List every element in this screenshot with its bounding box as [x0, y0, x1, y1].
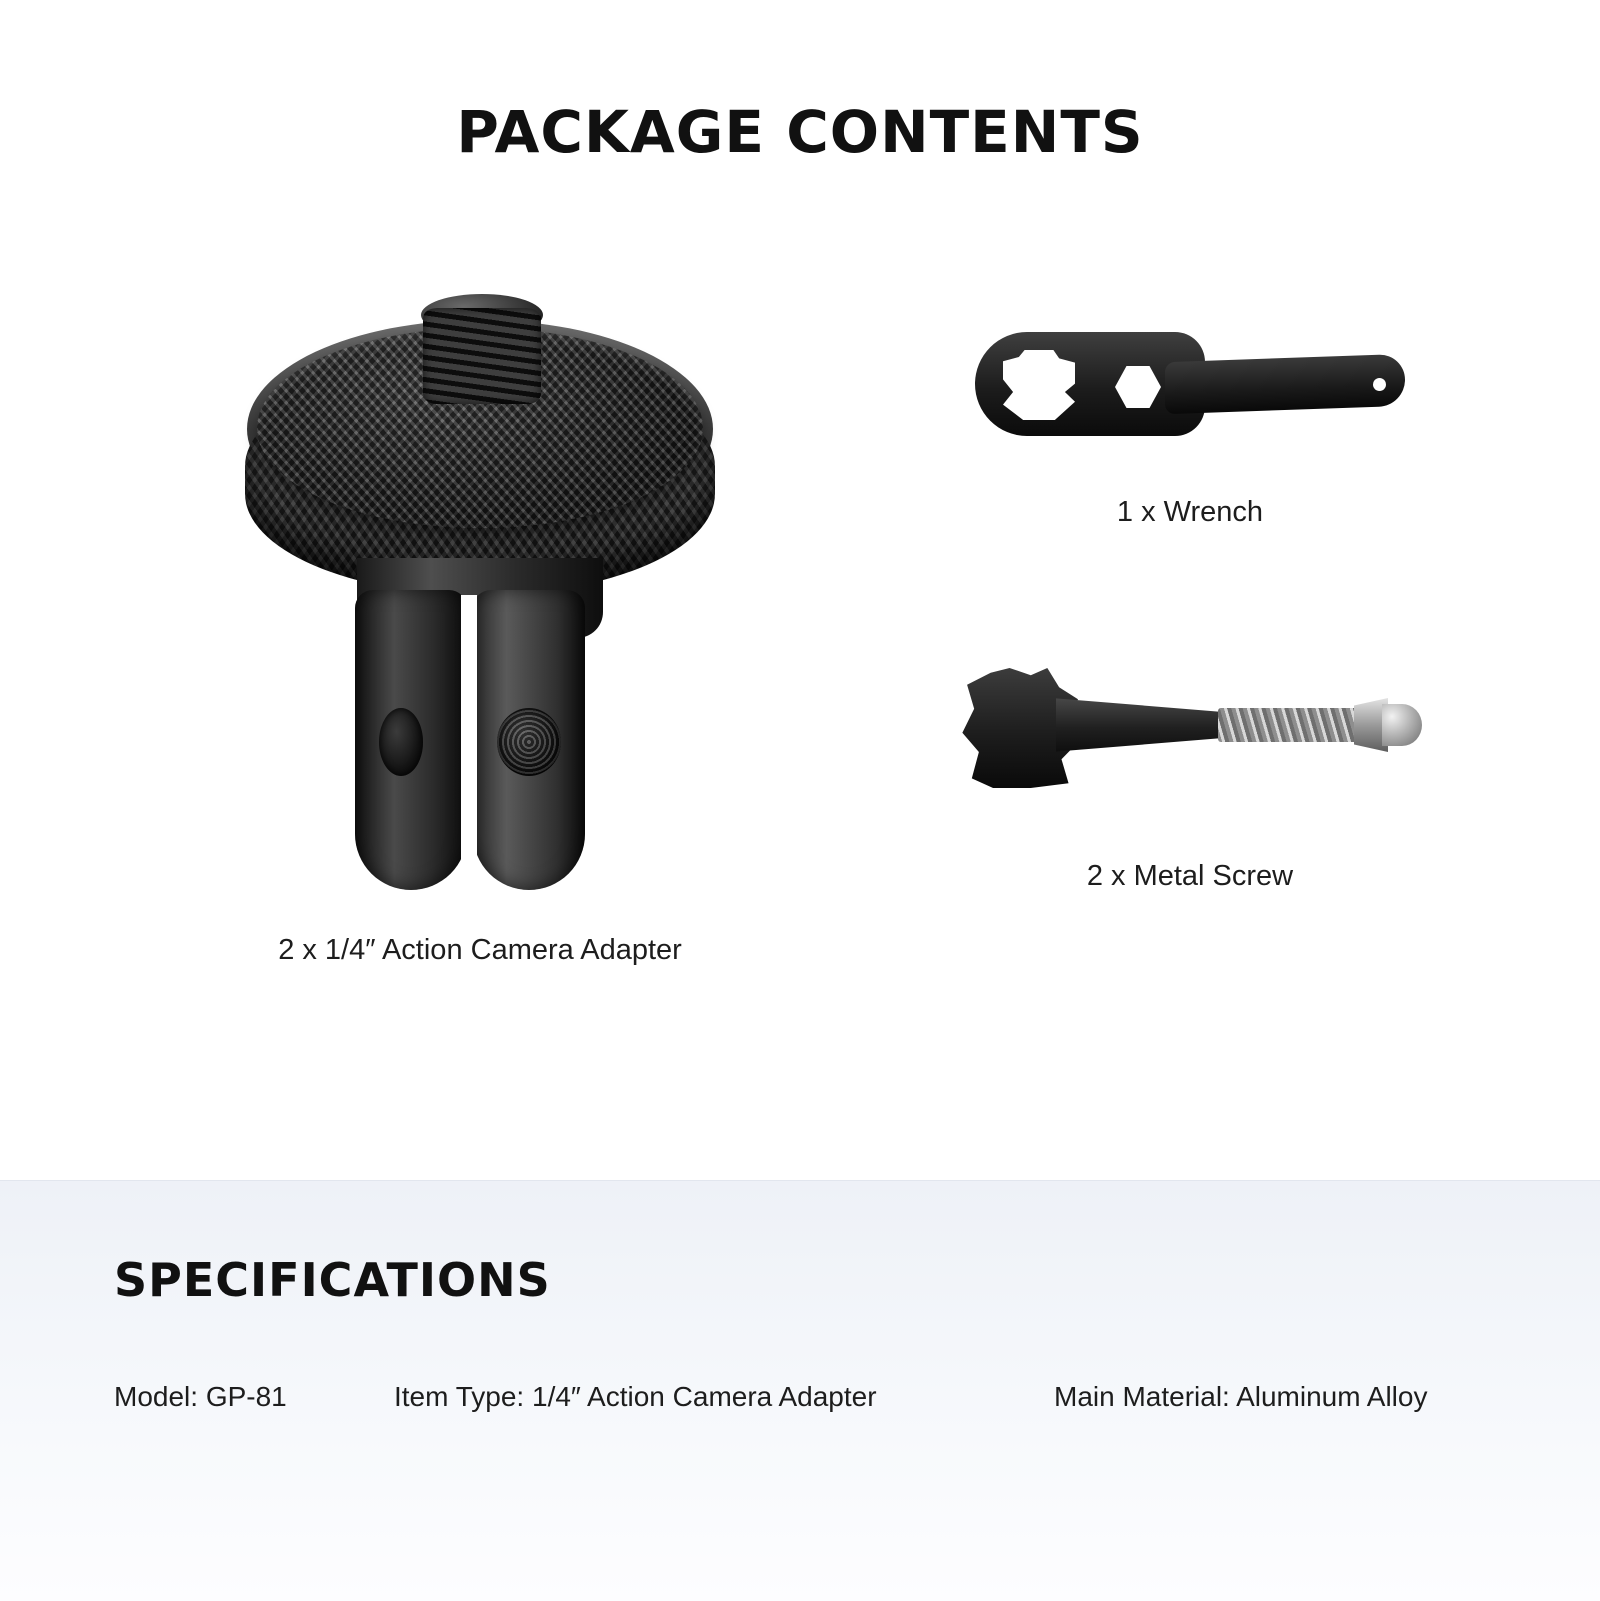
- spec-main-material: Main Material: Aluminum Alloy: [1054, 1381, 1428, 1412]
- adapter-prong-gap: [461, 595, 477, 885]
- spec-model: Model: GP-81: [114, 1381, 287, 1412]
- adapter-hole-right: [497, 708, 561, 776]
- specifications-title: SPECIFICATIONS: [114, 1253, 551, 1307]
- specifications-section: [0, 1180, 1600, 1601]
- camera-adapter-icon: [245, 290, 715, 890]
- wrench-icon: [975, 310, 1405, 460]
- wrench-lanyard-hole: [1373, 378, 1386, 391]
- caption-screw: 2 x Metal Screw: [1086, 860, 1294, 892]
- spec-item-type: Item Type: 1/4″ Action Camera Adapter: [394, 1381, 877, 1412]
- adapter-screw-thread: [423, 308, 541, 404]
- wrench-body: [975, 332, 1405, 436]
- content-item-adapter: [80, 290, 880, 967]
- adapter-hole-left: [379, 708, 423, 776]
- caption-wrench: 1 x Wrench: [1116, 496, 1264, 528]
- content-item-screw: [840, 650, 1540, 893]
- content-item-wrench: [840, 310, 1540, 529]
- package-contents-section: [0, 250, 1600, 1180]
- metal-screw-icon: [960, 650, 1420, 800]
- wrench-socket-opening: [1003, 350, 1075, 420]
- screw-cap-end: [1382, 704, 1422, 746]
- wrench-handle: [1165, 354, 1405, 414]
- screw-threaded-rod: [1218, 708, 1368, 742]
- page-title: PACKAGE CONTENTS: [456, 98, 1144, 166]
- screw-shaft: [1056, 696, 1226, 754]
- caption-adapter: 2 x 1/4″ Action Camera Adapter: [278, 934, 682, 966]
- specifications-row: [114, 1381, 1504, 1413]
